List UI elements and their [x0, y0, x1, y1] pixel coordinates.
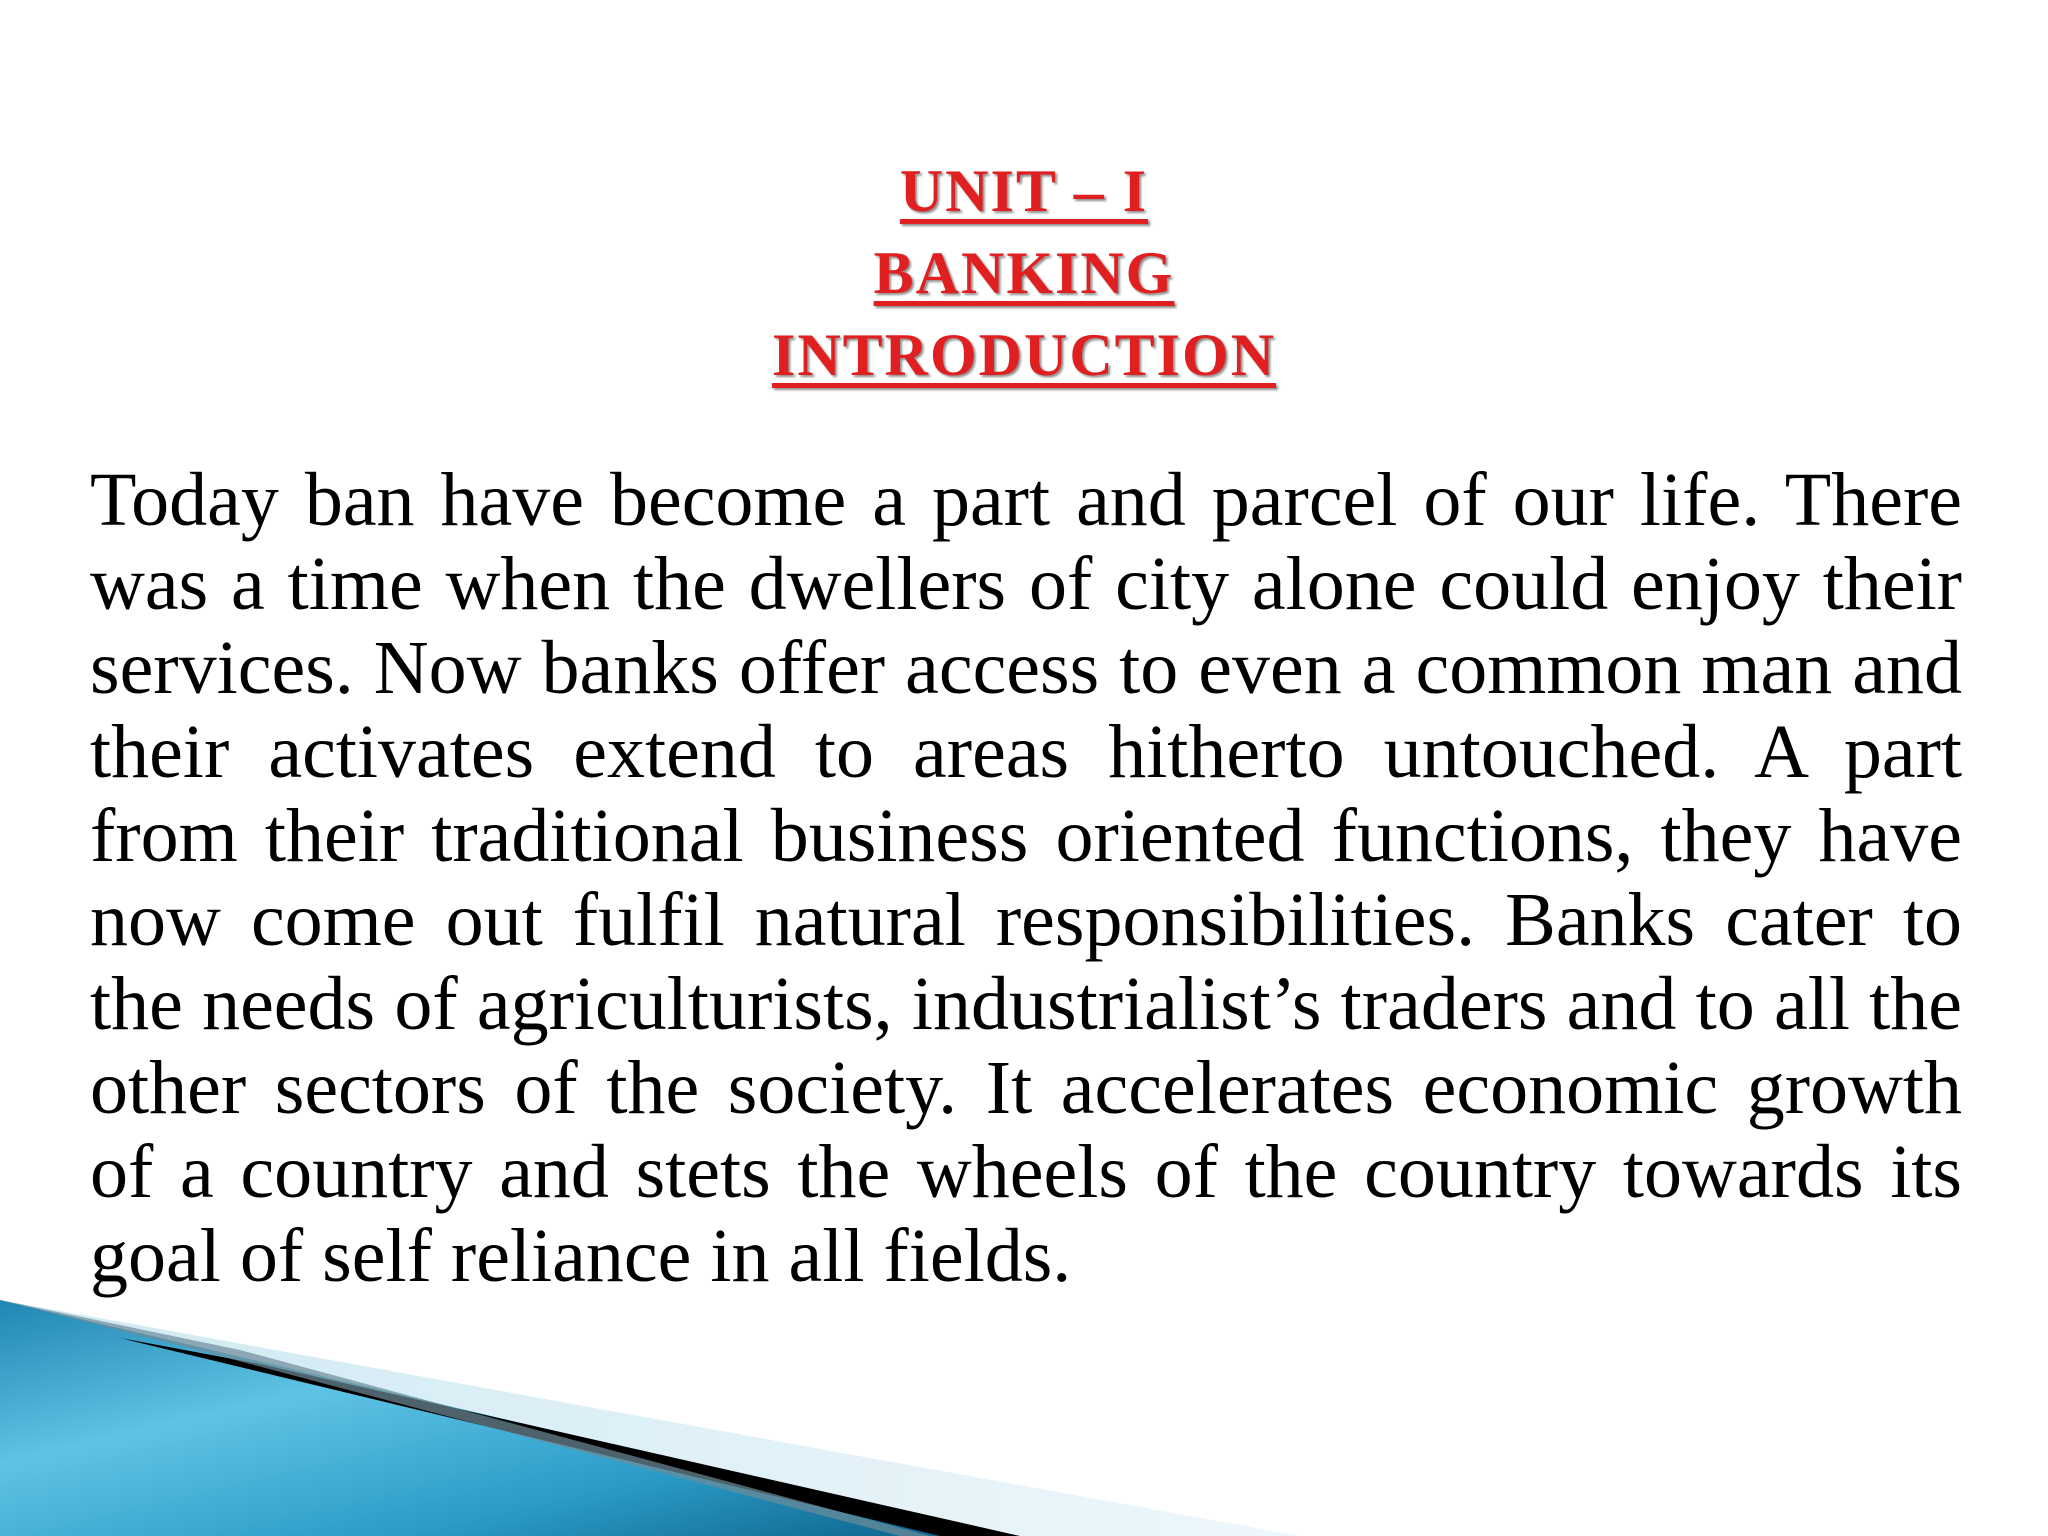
title-banking — [0, 232, 2048, 314]
title-unit — [0, 150, 2048, 232]
title-unit-text: UNIT – I — [899, 158, 1149, 224]
title-introduction — [0, 314, 2048, 396]
decorative-swoosh — [0, 1260, 2048, 1536]
slide-title — [0, 150, 2048, 396]
title-banking-text: BANKING — [873, 240, 1175, 306]
body-paragraph: Today ban have become a part and parcel of our life. There was a time when the dwellers of city alone could enjoy their services. Now banks offer access to even a common man and their activates extend to areas hitherto untouched. A part from their traditional business oriented functions, they have now come out fulfil natural responsibilities. Banks cater to the needs of agriculturists, industrialist’s traders and to all the other sectors of the society. It accelerates economic growth of a country and stets the wheels of the country towards its goal of self reliance in all fields. — [90, 458, 1962, 1298]
title-introduction-text: INTRODUCTION — [771, 322, 1277, 388]
